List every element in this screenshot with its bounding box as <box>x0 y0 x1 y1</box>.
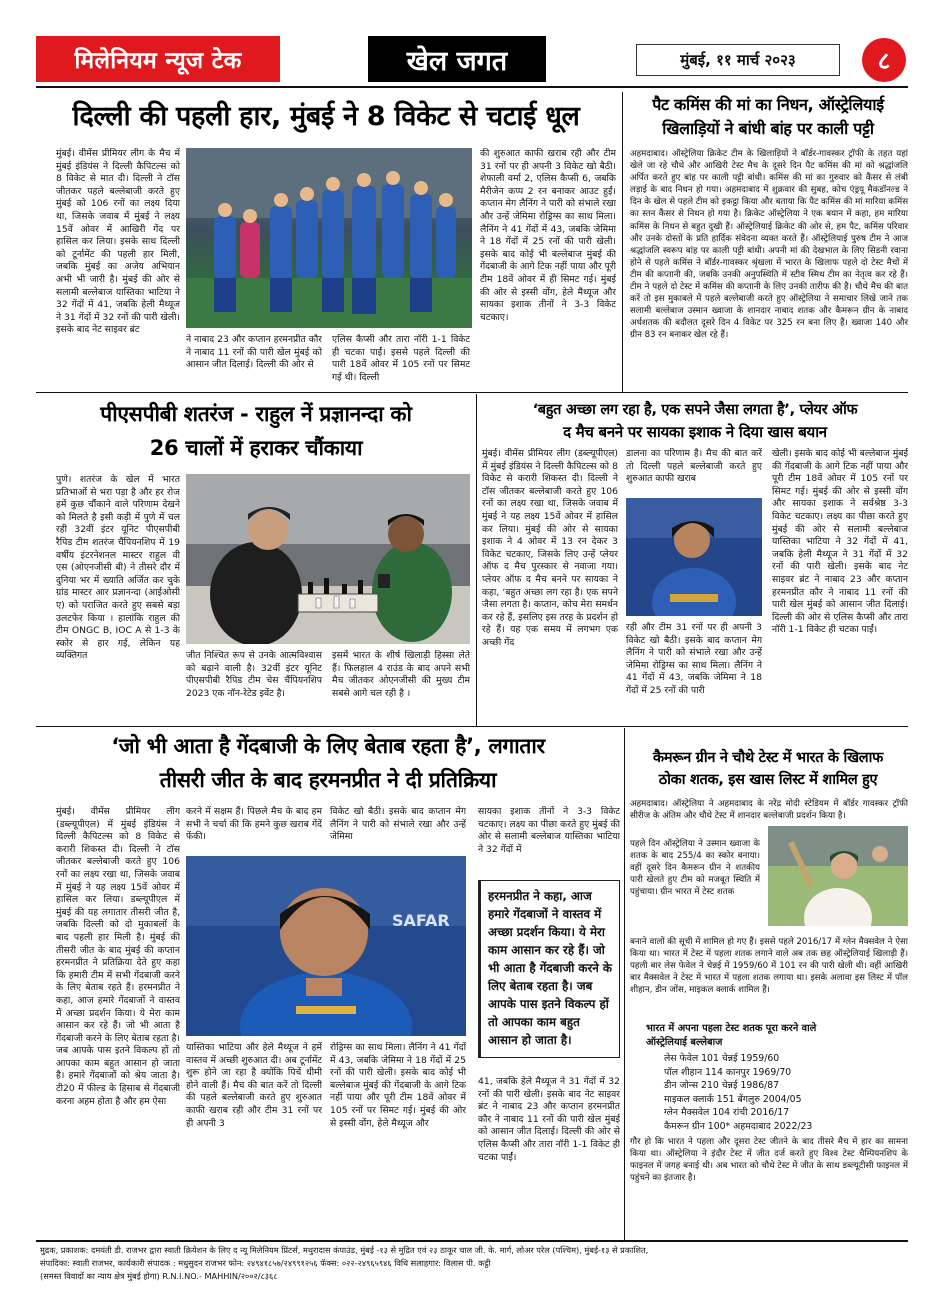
mi-team-shirt-text: SAFAR <box>392 911 450 930</box>
green-illustration <box>768 826 908 926</box>
paper-name: मिलेनियम न्यूज टेक <box>74 48 242 74</box>
story5-col2-top: करने में सक्षम हैं। पिछले मैच के बाद हम सभी ने चर्चा की कि हमने कुछ खराब गेंदें फेंकी। <box>186 806 322 843</box>
story4-headline-2: द मैच बनने पर सायका इशाक ने दिया खास बयान <box>563 423 827 441</box>
story1-divider <box>622 92 623 392</box>
story4-col2-bottom: रही और टीम 31 रनों पर ही अपनी 3 विकेट खो बैठी। इसके बाद कप्तान मेग लैनिंग ने पारी को संभाले रखा और उन्हें जेमिमा रोड्रिग्स का साथ मिला। लैनिंग ने 41 गेंदों में 43, जबकि जेमिमा ने 18 गेंदों में 25 रनों की पारी <box>626 622 762 696</box>
imprint-line-3: (समस्त विवादों का न्याय क्षेत्र मुंबई होगा) R.N.I.NO.- MAHHIN/२००२/८३६८ <box>40 1271 278 1281</box>
story3-col3: इसमें भारत के शीर्ष खिलाड़ी हिस्सा लेते हैं। फिलहाल 4 राउंड के बाद अपने सभी मैच जीतकर ओएनजीसी की मुख्य टीम सबसे आगे चल रही है । <box>332 650 470 699</box>
story4-col2-top: डालना का परिणाम है। मैच की बात करें तो दिल्ली पहले बल्लेबाजी करते हुए शुरुआत काफी खराब <box>626 448 762 485</box>
story3-col1: पुणे। शतरंज के खेल में भारत प्रतिभाओं से भरा पड़ा है और हर रोज हमें कुछ चौंकाने वाले परिणाम देखने को मिलते है इसी कड़ी में पुणे में चल रही 32वीं इंटर यूनिट पीएसपीबी रैपिड टीम शतरंज चैंपियनशिप में 19 वर्षीय इंटरनेशनल मास्टर राहुल वी एस (ओएनजीसी बी) ने तीसरे दौर में दुनिया भर में ख्याति अर्जित कर चुके ग्रांड मास्टर आर प्रज्ञानन्दा (आईओसी ए) को पराजित करते हुए सबसे बड़ा उलटफेर किया । हालांकि राहुल की टीम ONGC B, IOC A से 1-3 के स्कोर से हार गई, लेकिन यह व्यक्तिगत <box>56 474 180 662</box>
story3-headline-2: 26 चालों में हराकर चौंकाया <box>149 436 363 460</box>
story6-body: बनाने वालों की सूची में शामिल हो गए हैं। इससे पहले 2016/17 में ग्लेन मैक्सवेल ने ऐसा किया था। भारत में टेस्ट में पहला शतक लगाने वाले अब तक छह ऑस्ट्रेलियाई खिलाड़ी हैं। पहली बार लेस फेवेल ने चेन्नई में 1959/60 में 101 रन की पारी खेली थी। वहीं आखिरी बार मैक्सवेल ने टेस्ट में भारत में पहला शतक लगाया था। इसके अलावा इस लिस्ट में पॉल शीहान, डीन जोंस, माइकल क्लार्क शामिल हैं। <box>630 937 908 996</box>
story2-body: अहमदाबाद। ऑस्ट्रेलिया क्रिकेट टीम के खिलाड़ियों ने बॉर्डर-गावस्कर ट्रॉफी के तहत यहां खेले जा रहे चौथे और आखिरी टेस्ट मैच के दूसरे दिन पैट कमिंस की मां को श्रद्धांजलि अर्पित करते हुए बांह पर काली पट्टी बांधी। कमिंस की मां का गुरुवार को कैंसर से लंबी लड़ाई के बाद निधन हो गया। अहमदाबाद में शुक्रवार की सुबह, कोच एंड्रयू मैकडॉनल्ड ने दिन के खेल से पहले टीम को इकट्ठा किया और बताया कि पैट कमिंस की मां मारिया कमिंस का स्तन कैंसर से निधन हो गया है। क्रिकेट ऑस्ट्रेलिया ने एक बयान में कहा, हम मारिया कमिंस के निधन से बहुत दुखी हैं। ऑस्ट्रेलियाई क्रिकेट की ओर से, हम पैट, कमिंस परिवार और उनके दोस्तों के प्रति हार्दिक संवेदना व्यक्त करते हैं। ऑस्ट्रेलियाई पुरुष टीम ने आज श्रद्धांजलि स्वरूप बांह पर काली पट्टी बांधी। अपनी मां की देखभाल के लिए सिडनी रवाना होने से पहले कमिंस ने बॉर्डर-गावस्कर श्रृंखला में भारत के खिलाफ पहले दो टेस्ट मैचों में टीम की कप्तानी की, जबकि उनकी अनुपस्थिति में स्टीव स्मिथ टीम का नेतृत्व कर रहे हैं। टीम ने पहले दो टेस्ट में कमिंस की कप्तानी के लिए उनकी तारीफ की है। चौथे मैच की बात करें तो इस मुकाबले में पहले बल्लेबाजी करते हुए ऑस्ट्रेलिया ने समाचार लिखे जाने तक सलामी बल्लेबाज उस्मान ख्वाजा के शानदार नाबाद शतक और कैमरून ग्रीन के नाबाद अर्धशतक की बदौलत दूसरे दिन 4 विकेट पर 325 रन बना लिए हैं। ख्वाजा 140 और ग्रीन 83 रन बनाकर खेल रहे हैं। <box>630 149 908 341</box>
story6-beside-photo: पहले दिन ऑस्ट्रेलिया ने उस्मान ख्वाजा के शतक के बाद 255/4 का स्कोर बनाया। वहीं दूसरे दिन कैमरून ग्रीन ने शतकीय पारी खेलते हुए टीम को मजबूत स्थिति में पहुंचाया। ग्रीन भारत में टेस्ट शतक <box>630 839 760 898</box>
date-box <box>636 44 840 76</box>
story5-headline-1: ‘जो भी आता है गेंदबाजी के लिए बेताब रहता है’, लगातार <box>111 734 545 758</box>
paper-name-banner <box>36 36 280 82</box>
story1-col4: की शुरुआत काफी खराब रही और टीम 31 रनों पर ही अपनी 3 विकेट खो बैठी। शेफाली वर्मा 2, एलिस कैप्सी 6, जबकि मैरीजेन कप्प 2 रन बनाकर आउट हुईं। कप्तान मेग लैनिंग ने पारी को संभाले रखा और उन्हें जेमिमा रोड्रिग्स का साथ मिला। लैनिंग ने 41 गेंदों में 43, जबकि जेमिमा ने 18 गेंदों में 25 रनों की पारी खेली। इसके बाद कोई भी बल्लेबाज मुंबई की गेंदबाजी के आगे टिक नहीं पाया और पूरी टीम 18वें ओवर में ही सिमट गई। मुंबई की ओर से इस्सी वोंग, हेले मैथ्यूज और सायका इशाक तीनों ने 3-3 विकेट चटकाए। <box>480 148 616 323</box>
list-item: ग्लेन मैक्सवेल 104 रांची 2016/17 <box>664 1107 790 1119</box>
story3-col2: जीत निश्चित रूप से उनके आत्मविश्वास को बढ़ाने वाली है। 32वीं इंटर यूनिट पीएसपीबी रैपिड टीम चेस चैंपियनशिप 2023 एक नॉन-रेटेड इवेंट है। <box>186 650 322 699</box>
row2-rule <box>36 726 908 727</box>
story1-col3: एलिस कैप्सी और तारा नॉरी 1-1 विकेट ही चटका पाईं। इससे पहले दिल्ली की पारी 18वें ओवर में 105 रनों पर सिमट गई थी। दिल्ली <box>332 334 470 383</box>
story6-list-title-1: भारत में अपना पहला टेस्ट शतक पूरा करने वाले <box>646 1023 817 1034</box>
story5-col3-top: विकेट खो बैठी। इसके बाद कप्तान मेग लैनिंग ने पारी को संभाले रखा और उन्हें जेमिमा <box>330 806 466 843</box>
story5-col1: मुंबई। वीमेंस प्रीमियर लीग (डब्ल्यूपीएल) में मुंबई इंडियंस ने दिल्ली कैपिटल्स को 8 विकेट से करारी शिकस्त दी। दिल्ली ने टॉस जीतकर बल्लेबाजी करते हुए 106 रनों का लक्ष्य रखा था, जिसके जवाब में मुंबई ने यह लक्ष्य 15वें ओवर में हासिल कर लिया। डब्ल्यूपीएल में मुंबई की यह लगातार तीसरी जीत है, जबकि दिल्ली को दो मुकाबलों के बाद पहली हार मिली है। मुंबई की तीसरी जीत के बाद मुंबई की कप्तान हरमनप्रीत ने प्रतिक्रिया देते हुए कहा कि हमारी टीम में सभी गेंदबाजी करने के लिए बेताब रहते हैं। हरमनप्रीत ने कहा, आज हमारे गेंदबाजों ने वास्तव में अच्छा प्रदर्शन किया। ये मेरा काम आसान कर रहे हैं। जो भी आता है गेंदबाजी करने के लिए बेताब रहता है। जब आपके पास इतने विकल्प हों तो आपका काम बहुत आसान हो जाता है। हमारे गेंदबाजों को श्रेय जाता है। टी20 में फील्ड के हिसाब से गेंदबाजी करना अहम होता है और हम ऐसा <box>56 806 180 1107</box>
masthead-rule <box>36 86 908 88</box>
story3-headline-1: पीएसपीबी शतरंज - राहुल नें प्रज्ञानन्दा को <box>100 402 412 426</box>
story5-col4-top: सायका इशाक तीनों ने 3-3 विकेट चटकाए। लक्ष्य का पीछा करते हुए मुंबई की ओर से सलामी बल्लेबाज यास्तिका भाटिया ने 32 गेंदों में <box>478 806 620 855</box>
story4-col1: मुंबई। वीमेंस प्रीमियर लीग (डब्ल्यूपीएल) में मुंबई इंडियंस ने दिल्ली कैपिटल्स को 8 विकेट से करारी शिकस्त दी। दिल्ली ने टॉस जीतकर बल्लेबाजी करते हुए 106 रनों का लक्ष्य रखा था, जिसके जवाब में मुंबई ने यह लक्ष्य 15वें ओवर में हासिल कर लिया। मुंबई की ओर से सायका इशाक ने 4 ओवर में 13 रन देकर 3 विकेट चटकाए, जिसके लिए उन्हें प्लेयर ऑफ द मैच पुरस्कार से नवाजा गया। प्लेयर ऑफ द मैच बनने पर सायका ने कहा, ‘बहुत अच्छा लग रहा है। एक सपने जैसा लगता है। कप्तान, कोच मेरा समर्थन कर रहे हैं, इसलिए इस तरह के प्रदर्शन हो रहे हैं। यह एक समय में लगभग एक अच्छी गेंद <box>482 448 618 648</box>
page-number: ८ <box>877 46 891 75</box>
list-item: लेस फेवेल 101 चेन्नई 1959/60 <box>664 1053 780 1064</box>
list-item: डीन जोन्स 210 चेन्नई 1986/87 <box>664 1080 780 1092</box>
players-illustration <box>186 148 472 328</box>
first-test-century-list <box>664 1052 908 1134</box>
mi-team-celebration-photo <box>186 148 472 328</box>
story5-col2-bottom: यास्तिका भाटिया और हेले मैथ्यूज ने हमें वास्तव में अच्छी शुरुआत दी। अब टूर्नामेंट शुरू होने जा रहा है क्योंकि पिचें धीमी होने वाली हैं। मैच की बात करें तो दिल्ली की पहले बल्लेबाजी करते हुए शुरुआत काफी खराब रही और टीम 31 रनों पर ही अपनी 3 <box>186 1042 322 1129</box>
story5-col4-bottom: 41, जबकि हेले मैथ्यूज ने 31 गेंदों में 32 रनों की पारी खेली। इसके बाद नेट साइवर ब्रंट ने नाबाद 23 और कप्तान हरमनप्रीत कौर ने नाबाद 11 रनों की पारी खेल मुंबई को आसान जीत दिलाई। दिल्ली की ओर से एलिस कैप्सी और तारा नॉरी 1-1 विकेट ही चटका पाईं। <box>478 1076 620 1163</box>
chess-illustration <box>186 474 470 644</box>
story3-divider <box>476 394 477 726</box>
harmanpreet-photo <box>186 856 466 1036</box>
story6-closing: गौर हो कि भारत ने पहला और दूसरा टेस्ट जीतने के बाद तीसरे मैच में हार का सामना किया था। ऑस्ट्रेलिया ने इंदौर टेस्ट में जीत दर्ज करते हुए विश्व टेस्ट चैम्पियनशिप के फाइनल में जगह बनाई थी। अब भारत को चौथे टेस्ट में जीत के साथ डब्ल्यूटीसी फाइनल में पहुंचने का इंतजार है। <box>630 1137 908 1184</box>
list-item: माइकल क्लार्क 151 बेंगलुरु 2004/05 <box>664 1093 802 1105</box>
section-title: खेल जगत <box>406 45 508 77</box>
story6-headline-1: कैमरून ग्रीन ने चौथे टेस्ट में भारत के खिलाफ <box>653 750 883 766</box>
imprint-line-1: मुद्रक, प्रकाशक: दमयंती डी. राजभर द्वारा स्वाती क्रियेशन के लिए द न्यू मिलेनियम प्रिंटर्स, मथुरादास कंपाउंड, मुंबई -१३ से मुद्रित एवं २३ ठाकूर चाल जी. के. मार्ग, लोअर परेल (पश्चिम), मुंबई-१३ से प्रकाशित, <box>40 1245 649 1255</box>
section-banner <box>368 36 546 82</box>
saika-illustration <box>626 498 762 616</box>
list-item: पॉल शीहान 114 कानपुर 1969/70 <box>664 1066 792 1078</box>
story5-headline-2: तीसरी जीत के बाद हरमनप्रीत ने दी प्रतिक्रिया <box>159 768 497 792</box>
story6-headline-2: ठोका शतक, इस खास लिस्ट में शामिल हुए <box>658 772 878 788</box>
story6-list-title-2: ऑस्ट्रेलियाई बल्लेबाज <box>646 1037 723 1048</box>
story2-headline-1: पैट कमिंस की मां का निधन, ऑस्ट्रेलियाई <box>652 95 884 114</box>
imprint-footer <box>40 1244 905 1283</box>
story5-divider <box>624 728 625 1240</box>
story4-headline-1: ‘बहुत अच्छा लग रहा है, एक सपने जैसा लगता है’, प्लेयर ऑफ <box>532 402 858 418</box>
harmanpreet-pull-quote <box>478 880 620 1058</box>
story5-col3-bottom: रोड्रिग्स का साथ मिला। लैनिंग ने 41 गेंदों में 43, जबकि जेमिमा ने 18 गेंदों में 25 रनों की पारी खेली। इसके बाद कोई भी बल्लेबाज मुंबई की गेंदबाजी के आगे टिक नहीं पाया और पूरी टीम 18वें ओवर में 105 रनों पर सिमट गई। मुंबई की ओर से इस्सी वोंग, हेले मैथ्यूज और <box>330 1042 466 1129</box>
issue-date: मुंबई, ११ मार्च २०२३ <box>680 51 796 69</box>
cameron-green-photo <box>768 826 908 926</box>
story1-headline: दिल्ली की पहली हार, मुंबई ने 8 विकेट से चटाई धूल <box>72 101 580 132</box>
story6-intro: अहमदाबाद। ऑस्ट्रेलिया ने अहमदाबाद के नरेंद्र मोदी स्टेडियम में बॉर्डर गावस्कर ट्रॉफी सीरीज के अंतिम और चौथे टेस्ट में शानदार बल्लेबाजी प्रदर्शन किया है। <box>630 799 908 822</box>
story1-col1: मुंबई। वीमेंस प्रीमियर लीग के मैच में मुंबई इंडियंस ने दिल्ली कैपिटल्स को 8 विकेट से मात दी। दिल्ली ने टॉस जीतकर पहले बल्लेबाजी करते हुए मुंबई को 106 रनों का लक्ष्य दिया था, जिसके जवाब में मुंबई ने लक्ष्य 15वें ओवर में आखिरी गेंद पर हासिल कर लिया। इसके साथ दिल्ली को टूर्नामेंट की पहली हार मिली, जबकि मुंबई का अजेय अभियान अभी भी जारी है। मुंबई की ओर से सलामी बल्लेबाज यास्तिका भाटिया ने 32 गेंदों में 41, जबकि हेली मैथ्यूज ने 31 गेंदों में 32 रनों की पारी खेली। इसके बाद नेट साइवर ब्रंट <box>56 148 180 336</box>
page-number-badge <box>862 38 906 82</box>
chess-match-photo <box>186 474 470 644</box>
story4-col3: खेली। इसके बाद कोई भी बल्लेबाज मुंबई की गेंदबाजी के आगे टिक नहीं पाया और पूरी टीम 18वें ओवर में 105 रनों पर सिमट गई। मुंबई की ओर से इस्सी वोंग और सायका इशाक ने सर्वश्रेष्ठ 3-3 विकेट चटकाए। लक्ष्य का पीछा करते हुए मुंबई की ओर से सलामी बल्लेबाज यास्तिका भाटिया ने 32 गेंदों में 41, जबकि हेली मैथ्यूज ने 31 गेंदों में 32 रनों की पारी खेली। इसके बाद नेट साइवर ब्रंट ने नाबाद 23 और कप्तान हरमनप्रीत कौर ने नाबाद 11 रनों की पारी खेल मुंबई को आसान जीत दिलाई। दिल्ली की ओर से एलिस कैप्सी और तारा नॉरी 1-1 विकेट ही चटका पाईं। <box>772 448 908 636</box>
footer-rule <box>36 1240 908 1242</box>
row1-rule <box>36 392 908 393</box>
pull-quote-text: हरमनप्रीत ने कहा, आज हमारे गेंदबाजों ने वास्तव में अच्छा प्रदर्शन किया। ये मेरा काम आसान कर रहे हैं। जो भी आता है गेंदबाजी करने के लिए बेताब रहता है। जब आपके पास इतने विकल्प हों तो आपका काम बहुत आसान हो जाता है। <box>488 889 612 1047</box>
story2-headline-2: खिलाड़ियों ने बांधी बांह पर काली पट्टी <box>662 119 874 138</box>
harmanpreet-illustration <box>186 856 466 1036</box>
list-item: कैमरून ग्रीन 100* अहमदाबाद 2022/23 <box>664 1120 813 1132</box>
saika-ishaque-photo <box>626 498 762 616</box>
imprint-line-2: संपादिका: स्वाती राजभर, कार्यकारी संपादक : मधुसुदन राजभर फोन: २४९४१८५७/२४९९१२५६ फॅक्स: ०२२-२४९६५९४६ विधि सलाहगार: विलास पी. कट्ठी <box>40 1258 491 1268</box>
story1-col2: ने नाबाद 23 और कप्तान हरमनप्रीत कौर ने नाबाद 11 रनों की पारी खेल मुंबई को आसान जीत दिलाई। दिल्ली की ओर से <box>186 334 322 371</box>
